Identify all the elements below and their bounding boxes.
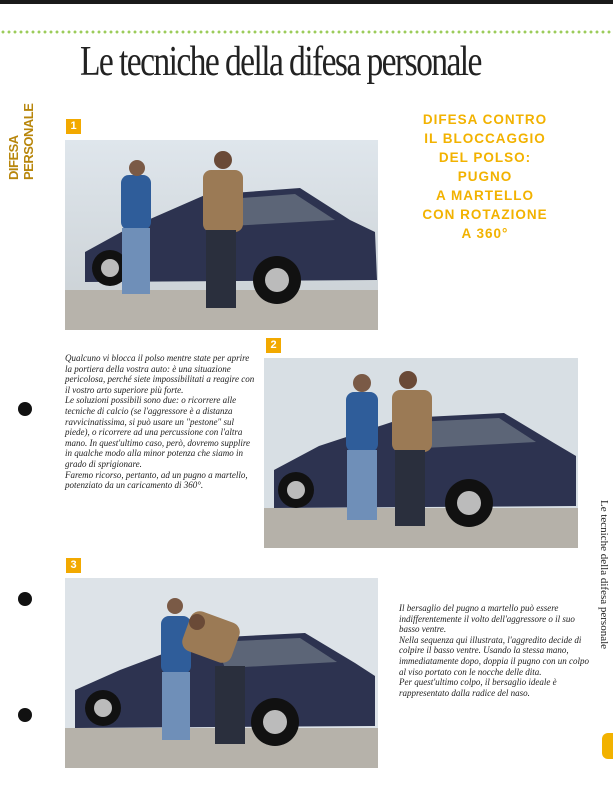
step-number-2: 2 [266, 338, 281, 353]
footer-vertical-label: Le tecniche della difesa personale [598, 500, 610, 650]
top-border [0, 0, 613, 4]
paragraph: Per quest'ultimo colpo, il bersaglio ideale è rappresentato dalla radice del naso. [399, 677, 557, 698]
heading-line: IL BLOCCAGGIO [424, 131, 546, 146]
heading-line: A 360° [461, 226, 509, 241]
heading-line: DIFESA CONTRO [422, 112, 548, 127]
paragraph: Le soluzioni possibili sono due: o ricorrere alle tecniche di calcio (se l'aggressore è a distanza ravvicinatissima, si può usare un "pestone" sul piede), o ricorrere ad una percussione con l'altra mano. In quest'ultimo caso, però, dovremo supplire in qualche modo alla minor potenza che siamo in grado di sprigionare. [65, 395, 250, 469]
paragraph: Nella sequenza qui illustrata, l'aggredito decide di colpire il basso ventre. Usando la stessa mano, immediatamente dopo, doppia il pugno con un colpo al viso portato con le nocche delle dita. [399, 634, 589, 677]
heading-line: DEL POLSO: [438, 150, 532, 165]
heading-line: A MARTELLO [436, 188, 534, 203]
step-number-3: 3 [66, 558, 81, 573]
paragraph: Qualcuno vi blocca il polso mentre state per aprire la portiera della vostra auto: è una situazione pericolosa, perché siete impossibilitati a reagire con il vostro arto superiore più forte. [65, 353, 255, 395]
heading-line: CON ROTAZIONE [422, 207, 548, 222]
binder-hole [18, 708, 32, 722]
side-section-label: DIFESA PERSONALE [6, 103, 36, 180]
page-title: Le tecniche della difesa personale [80, 39, 481, 85]
page-tab [602, 733, 613, 759]
section-heading [400, 110, 570, 243]
right-text-block [399, 603, 594, 698]
step-number-1: 1 [66, 119, 81, 134]
paragraph: Faremo ricorso, pertanto, ad un pugno a martello, potenziato da un caricamento di 360°. [65, 469, 248, 491]
dotted-rule [0, 30, 613, 34]
binder-hole [18, 402, 32, 416]
heading-line: PUGNO [457, 169, 513, 184]
photo-step-2 [264, 358, 578, 548]
binder-hole [18, 592, 32, 606]
paragraph: Il bersaglio del pugno a martello può essere indifferentemente il volto dell'aggressore o il suo basso ventre. [399, 603, 575, 635]
left-text-block [65, 353, 255, 491]
photo-step-1 [65, 140, 378, 330]
photo-step-3 [65, 578, 378, 768]
